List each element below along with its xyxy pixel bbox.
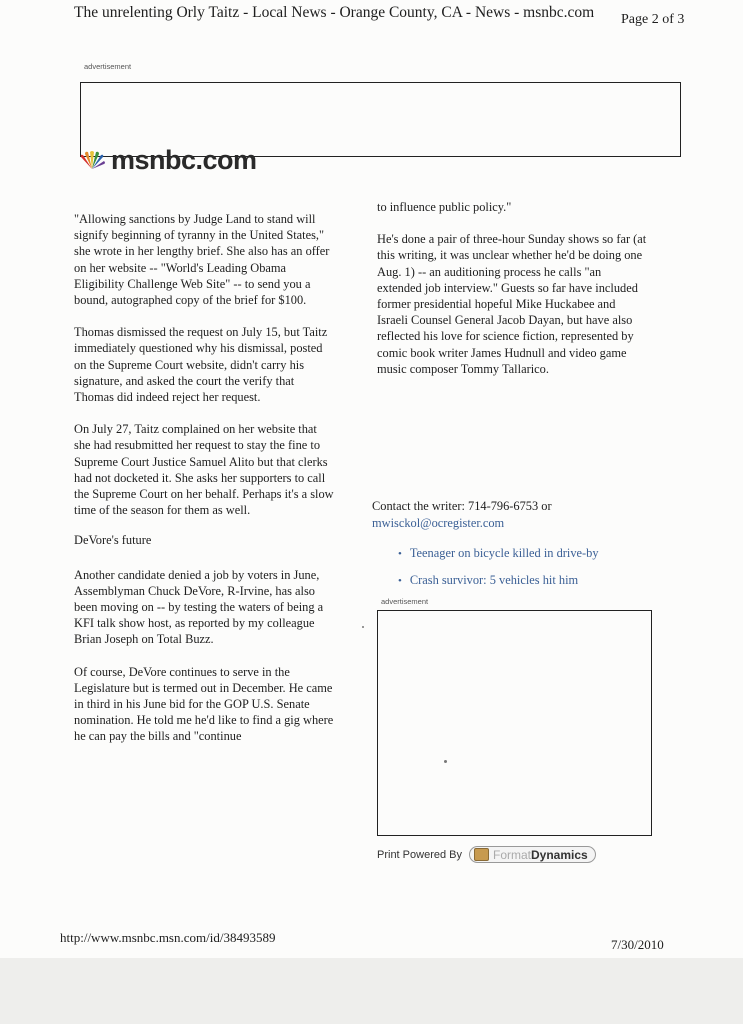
related-links: [398, 540, 599, 594]
article-paragraph: Of course, DeVore continues to serve in the Legislature but is termed out in December. He came in third in his June bid for the GOP U.S. Senate nomination. He told me he'd like to find a gig where he can pay the bills and "continue: [74, 664, 334, 744]
article-paragraph: On July 27, Taitz complained on her website that she had resubmitted her request to stay the fine to Supreme Court Justice Samuel Alito but that clerks had not docketed it. She asks her supporters to call the Supreme Court on her behalf. Perhaps it's a slow time of the season for them as well.: [74, 422, 334, 518]
scan-margin: [0, 958, 743, 1024]
page-number: Page 2 of 3: [621, 12, 685, 27]
ad-box-right: [377, 610, 652, 836]
print-powered-by: [377, 846, 596, 863]
article-paragraph: Thomas dismissed the request on July 15, but Taitz immediately questioned why his dismissal, posted on the Supreme Court website, didn't carry his signature, and asked the court the verify that Thomas did indeed reject her request.: [74, 325, 328, 405]
scan-speck: [362, 626, 364, 628]
nbc-peacock-icon: [78, 151, 106, 171]
article-left-column: [74, 211, 336, 745]
contact-email-link[interactable]: mwisckol@ocregister.com: [372, 516, 505, 530]
article-paragraph: Another candidate denied a job by voters in June, Assemblyman Chuck DeVore, R-Irvine, has also been moving on -- by testing the waters of being a KFI talk show host, as reported by my colleague Brian Joseph on Total Buzz.: [74, 567, 324, 647]
page-header-title: The unrelenting Orly Taitz - Local News - Orange County, CA - News - msnbc.com: [74, 4, 595, 21]
logo-wordmark: msnbc.com: [111, 145, 257, 175]
related-link[interactable]: • Teenager on bicycle killed in drive-by: [398, 540, 599, 567]
article-paragraph: He's done a pair of three-hour Sunday shows so far (at this writing, it was unclear whether he'd be doing one Aug. 1) -- an auditioning process he calls "an extended job interview." Guests so far have included former presidential hopeful Mike Huckabee and Israeli Counsel General Jacob Dayan, but have also reflected his love for science fiction, represented by comic book writer James Hudnull and video game music composer Tommy Tallarico.: [377, 232, 647, 376]
brand-part-a: Format: [492, 847, 531, 862]
formatdynamics-icon: [474, 848, 489, 861]
contact-info: [372, 498, 662, 532]
formatdynamics-badge[interactable]: [469, 846, 596, 863]
ad-label-top: advertisement: [84, 62, 132, 71]
article-right-column: [377, 199, 649, 377]
brand-part-b: Dynamics: [531, 847, 588, 862]
related-link[interactable]: • Crash survivor: 5 vehicles hit him: [398, 567, 599, 594]
powered-label: Print Powered By: [377, 848, 462, 861]
footer-date: 7/30/2010: [611, 937, 664, 952]
scan-speck: [444, 760, 447, 763]
ad-label-right: advertisement: [381, 597, 429, 606]
section-subheading: DeVore's future: [74, 533, 152, 548]
article-paragraph: "Allowing sanctions by Judge Land to stand will signify beginning of tyranny in the United States," she wrote in her lengthy brief. She also has an offer on her website -- "World's Leading Obama Eligibility Challenge Web Site" -- to send you a bound, autographed copy of the brief for $100.: [74, 212, 330, 308]
msnbc-logo: [78, 145, 257, 176]
contact-line: Contact the writer: 714-796-6753 or: [372, 499, 552, 513]
footer-url: http://www.msnbc.msn.com/id/38493589: [60, 930, 276, 945]
article-paragraph: to influence public policy.": [377, 200, 512, 214]
